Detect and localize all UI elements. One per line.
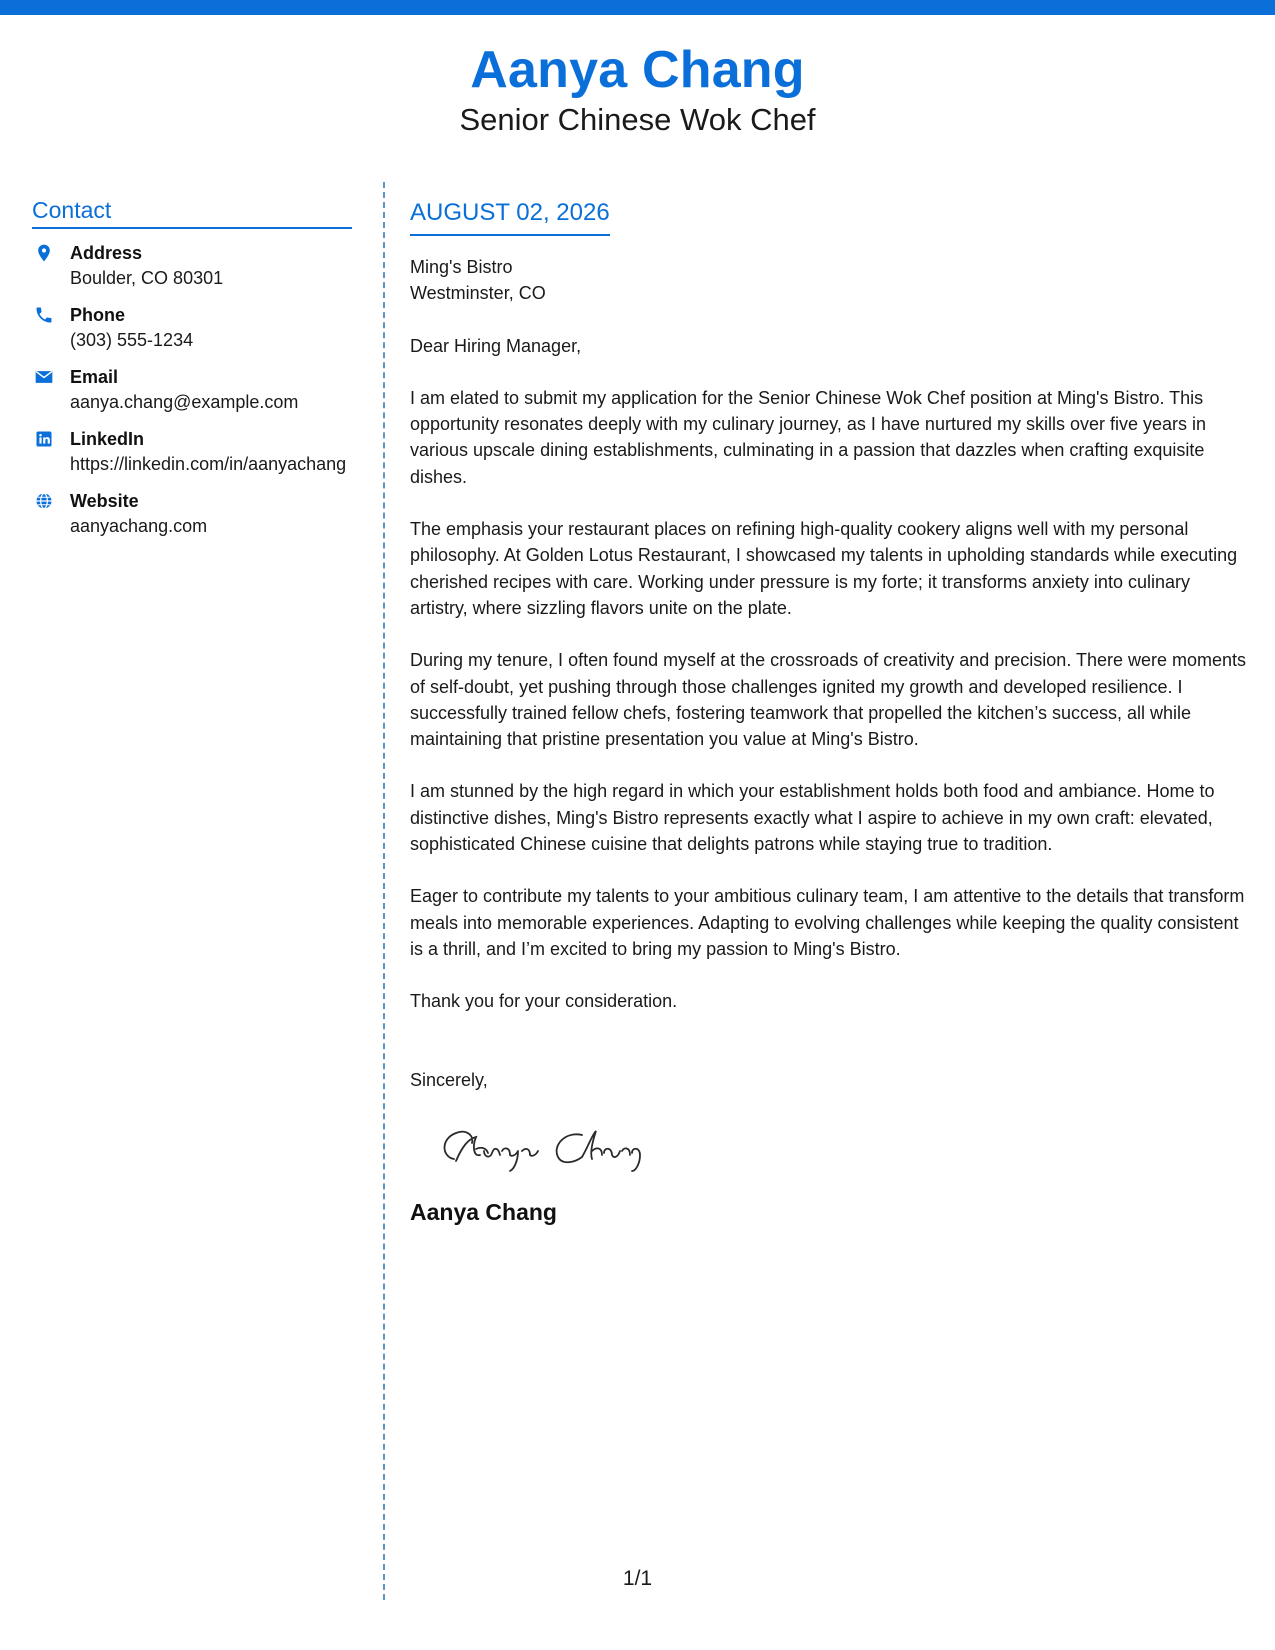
- closing: Sincerely,: [410, 1069, 488, 1090]
- website-value[interactable]: aanyachang.com: [70, 516, 208, 536]
- linkedin-value[interactable]: https://linkedin.com/in/aanyachang: [70, 454, 347, 474]
- phone-icon: [34, 305, 54, 325]
- recipient-company: Ming's Bistro: [410, 257, 513, 277]
- linkedin-icon: [34, 429, 54, 449]
- address-value: Boulder, CO 80301: [70, 268, 224, 288]
- email-value[interactable]: aanya.chang@example.com: [70, 392, 299, 412]
- address-label: Address: [70, 243, 143, 263]
- top-accent-bar: [0, 0, 1275, 15]
- linkedin-label: LinkedIn: [70, 429, 145, 449]
- paragraph: Thank you for your consideration.: [410, 991, 678, 1012]
- paragraph: I am stunned by the high regard in which your establishment holds both food and ambiance. Home to distinctive dishes, Ming's Bistro represents exactly what I aspire to achieve in my own craft: elevated, sophisticated Chinese cuisine that delights patrons while staying true to tradition.: [410, 781, 1215, 855]
- recipient-block: [410, 254, 1250, 307]
- contact-sidebar: [32, 196, 352, 539]
- globe-icon: [34, 491, 54, 511]
- website-label: Website: [70, 491, 139, 511]
- signer-name: Aanya Chang: [410, 1198, 557, 1225]
- job-title: Senior Chinese Wok Chef: [459, 102, 816, 137]
- letter-body: [410, 198, 1250, 1227]
- paragraph: Eager to contribute my talents to your ambitious culinary team, I am attentive to the details that transform meals into memorable experiences. Adapting to evolving challenges while keeping the quality consistent is a thrill, and I’m excited to bring my passion to Ming's Bistro.: [410, 886, 1245, 959]
- email-label: Email: [70, 367, 119, 387]
- contact-email: [32, 365, 352, 415]
- salutation: Dear Hiring Manager,: [410, 335, 582, 356]
- contact-linkedin: [32, 427, 352, 477]
- paragraph: The emphasis your restaurant places on refining high-quality cookery aligns well with my personal philosophy. At Golden Lotus Restaurant, I showcased my talents in upholding standards while executing cherished recipes with care. Working under pressure is my forte; it transforms anxiety into culinary artistry, where sizzling flavors unite on the plate.: [410, 519, 1238, 618]
- location-pin-icon: [34, 243, 54, 263]
- handwritten-signature: [432, 1117, 652, 1177]
- paragraph: I am elated to submit my application for the Senior Chinese Wok Chef position at Ming's Bistro. This opportunity resonates deeply with my culinary journey, as I have nurtured my skills over five years in various upscale dining establishments, culminating in a passion that dazzles when crafting exquisite dishes.: [410, 387, 1207, 487]
- contact-phone: [32, 303, 352, 353]
- recipient-location: Westminster, CO: [410, 283, 546, 304]
- contact-heading: Contact: [32, 196, 352, 229]
- letter-date: AUGUST 02, 2026: [410, 198, 610, 236]
- phone-value[interactable]: (303) 555-1234: [70, 330, 194, 350]
- email-icon: [34, 367, 54, 387]
- page-header: [0, 40, 1275, 138]
- applicant-name: Aanya Chang: [470, 41, 805, 99]
- contact-address: [32, 241, 352, 291]
- contact-website: [32, 489, 352, 539]
- phone-label: Phone: [70, 305, 126, 325]
- page-number: 1/1: [622, 1567, 653, 1590]
- column-divider: [383, 182, 385, 1600]
- paragraph: During my tenure, I often found myself at the crossroads of creativity and precision. There were moments of self-doubt, yet pushing through those challenges ignited my growth and developed resilience. I successfully trained fellow chefs, fostering teamwork that propelled the kitchen’s success, all while maintaining that pristine presentation you value at Ming's Bistro.: [410, 650, 1247, 750]
